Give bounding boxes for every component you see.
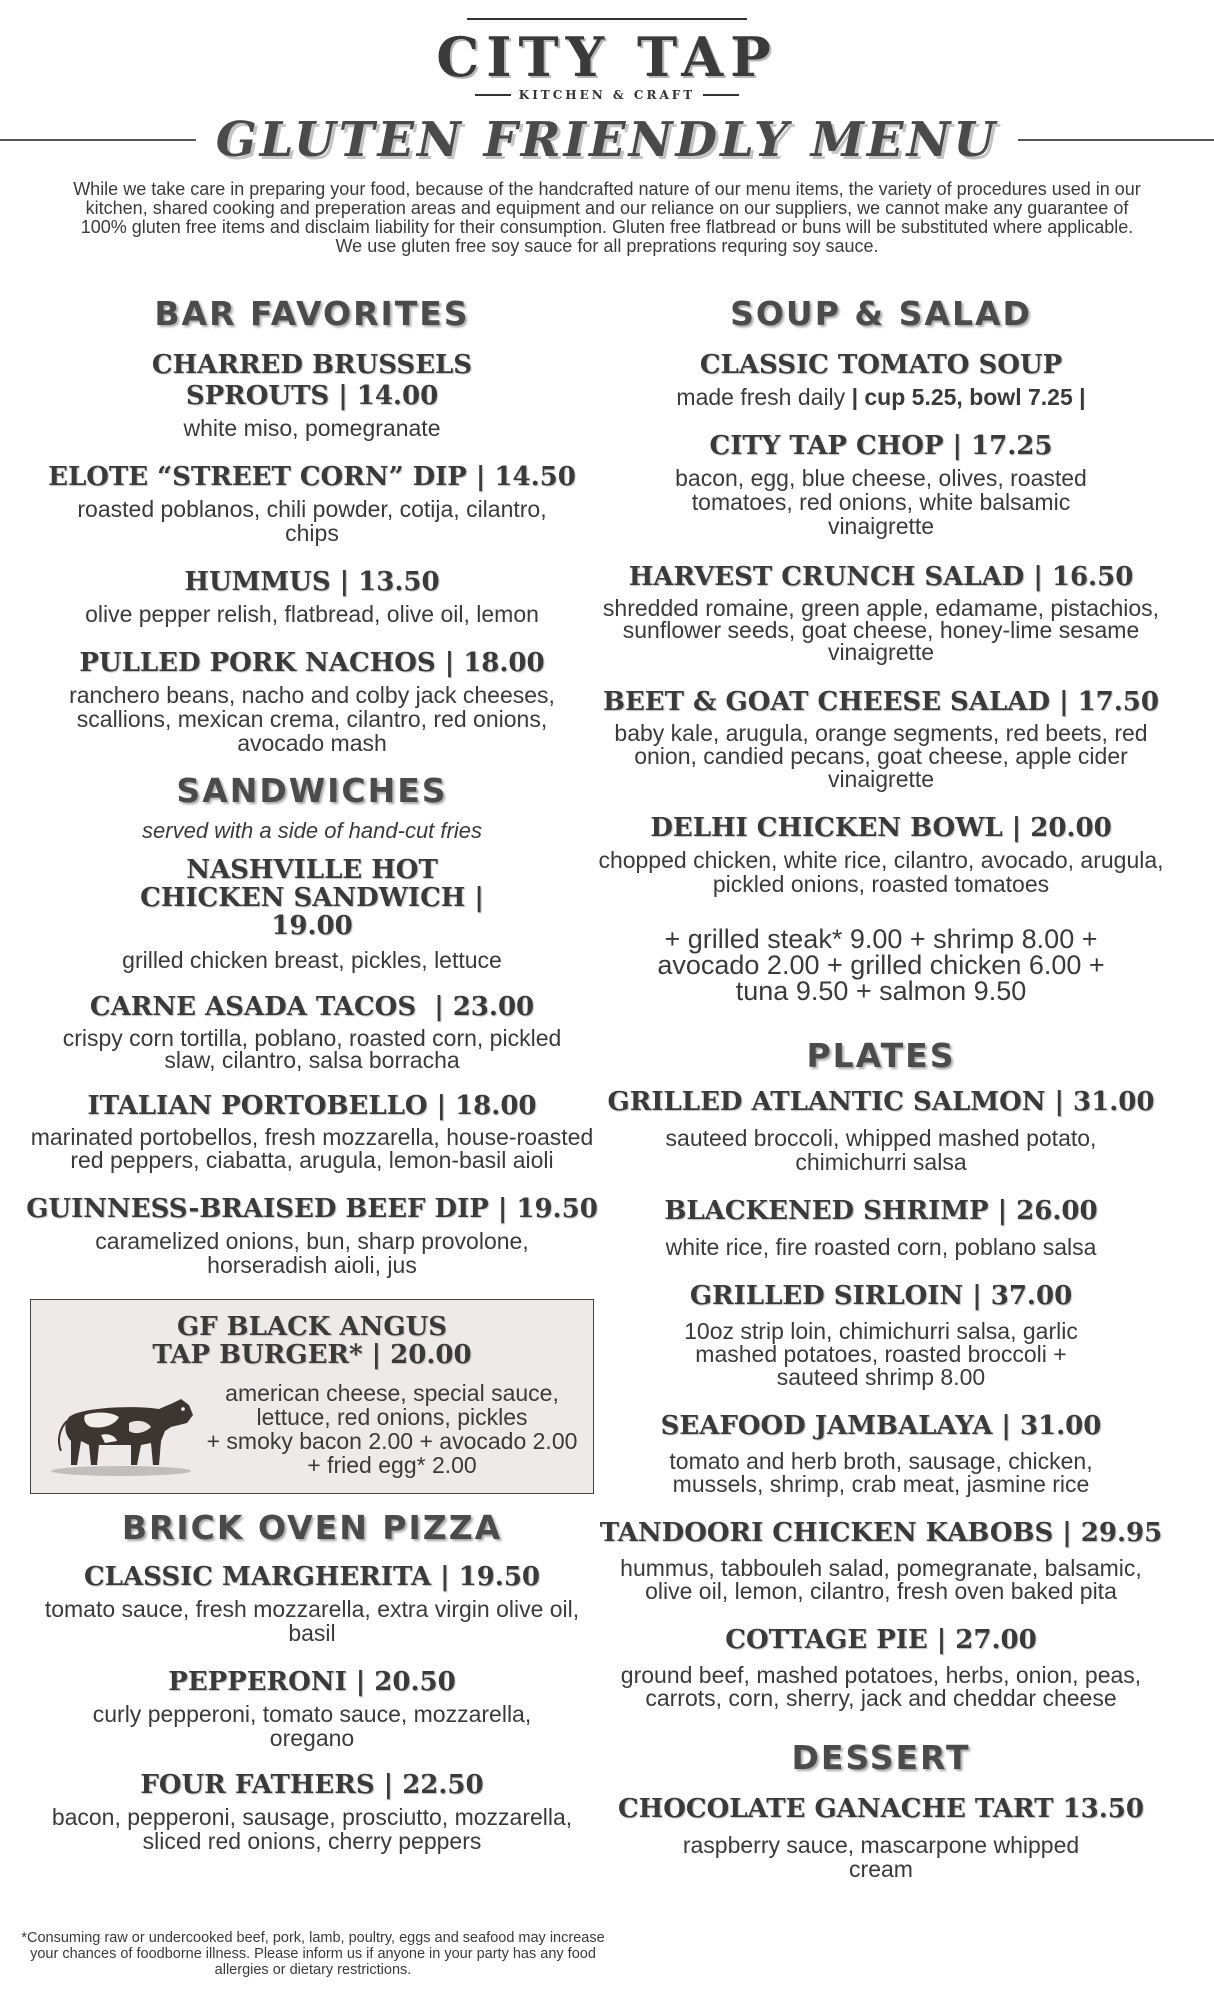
brand-name: CITY TAP — [436, 25, 778, 89]
menu-item — [566, 350, 1196, 409]
menu-item — [566, 1281, 1196, 1389]
featured-burger-body — [41, 1379, 583, 1479]
menu-item — [566, 1794, 1196, 1881]
menu-item-desc: bacon, pepperoni, sausage, prosciutto, mozzarella, sliced red onions, cherry peppers — [51, 1803, 573, 1854]
tagline-rule-left — [475, 94, 511, 96]
menu-item — [22, 567, 602, 626]
featured-burger-box — [30, 1299, 594, 1494]
menu-item-desc: bacon, egg, blue cheese, olives, roasted tomatoes, red onions, white balsamic vinaigrette — [675, 465, 1087, 540]
gluten-disclaimer: While we take care in preparing your food, because of the handcrafted nature of our menu items, the variety of procedures used in our kitchen, shared cooking and preperation areas and equipment and our reliance on our suppliers, we cannot make any guarantee of 100% gluten free items and disclaim liability for their consumption. Gluten free flatbread or buns will be substituted where applicable. We use gluten free soy sauce for all preprations requring soy sauce. — [73, 179, 1141, 256]
menu-item — [22, 1091, 602, 1172]
menu-item — [566, 813, 1196, 896]
menu-item-name: BEET & GOAT CHEESE SALAD | 17.50 — [602, 687, 1159, 718]
menu-item-price: | cup 5.25, bowl 7.25 | — [851, 384, 1086, 411]
menu-item-name: ELOTE “STREET CORN” DIP | 14.50 — [48, 462, 576, 493]
menu-item-name: BLACKENED SHRIMP | 26.00 — [664, 1195, 1098, 1226]
menu-item — [566, 1625, 1196, 1710]
section-heading-plates: PLATES — [806, 1036, 956, 1076]
title-rule-left — [0, 139, 196, 141]
menu-item-desc: tomato and herb broth, sausage, chicken, mussels, shrimp, crab meat, jasmine rice — [669, 1447, 1093, 1497]
menu-item-name: CLASSIC MARGHERITA | 19.50 — [83, 1561, 541, 1592]
menu-item-name: GRILLED ATLANTIC SALMON | 31.00 — [607, 1086, 1155, 1117]
menu-item-name: DELHI CHICKEN BOWL | 20.00 — [650, 813, 1112, 844]
section-heading-dessert: DESSERT — [791, 1737, 971, 1777]
tagline-rule-right — [703, 94, 739, 96]
menu-item-name: CHARRED BRUSSELS SPROUTS | 14.00 — [151, 350, 473, 412]
menu-item-desc: olive pepper relish, flatbread, olive oil, lemon — [85, 601, 539, 628]
section-heading-pizza: BRICK OVEN PIZZA — [121, 1507, 503, 1547]
menu-title-row — [0, 112, 1214, 168]
menu-item-name: CITY TAP CHOP | 17.25 — [709, 431, 1053, 462]
menu-item-desc: chopped chicken, white rice, cilantro, avocado, arugula, pickled onions, roasted tomatoes — [598, 847, 1164, 898]
menu-item — [22, 856, 602, 972]
menu-item-name: HUMMUS | 13.50 — [184, 567, 440, 598]
menu-item-desc — [566, 385, 1196, 409]
menu-item-name: CLASSIC TOMATO SOUP — [699, 350, 1063, 381]
menu-item-name: GRILLED SIRLOIN | 37.00 — [689, 1280, 1073, 1311]
menu-item-name: HARVEST CRUNCH SALAD | 16.50 — [628, 562, 1134, 593]
featured-burger-addons: + smoky bacon 2.00 + avocado 2.00 + fried egg* 2.00 — [206, 1427, 578, 1478]
menu-item — [22, 350, 602, 440]
featured-burger-name-line2: TAP BURGER* | 20.00 — [152, 1339, 472, 1370]
menu-item-name: TANDOORI CHICKEN KABOBS | 29.95 — [599, 1517, 1163, 1548]
menu-item — [22, 462, 602, 545]
featured-burger-desc-wrap — [201, 1381, 583, 1477]
menu-item-desc: 10oz strip loin, chimichurri salsa, garlic mashed potatoes, roasted broccoli + sauteed shrimp 8.00 — [684, 1317, 1078, 1390]
menu-item-name: ITALIAN PORTOBELLO | 18.00 — [87, 1090, 537, 1121]
menu-item — [22, 992, 602, 1071]
menu-item-desc: ranchero beans, nacho and colby jack cheeses, scallions, mexican crema, cilantro, red onions, avocado mash — [69, 682, 555, 757]
menu-item-name: CHOCOLATE GANACHE TART 13.50 — [617, 1793, 1144, 1824]
menu-item-desc: caramelized onions, bun, sharp provolone, horseradish aioli, jus — [95, 1227, 529, 1278]
menu-item-desc: roasted poblanos, chili powder, cotija, cilantro, chips — [77, 496, 547, 547]
menu-item — [566, 1087, 1196, 1174]
featured-burger-desc: american cheese, special sauce, lettuce, red onions, pickles — [225, 1379, 559, 1430]
menu-item-desc: baby kale, arugula, orange segments, red beets, red onion, candied pecans, goat cheese, apple cider vinaigrette — [614, 720, 1148, 793]
menu-item-desc: shredded romaine, green apple, edamame, pistachios, sunflower seeds, goat cheese, honey-lime sesame vinaigrette — [602, 595, 1160, 666]
salad-addons: + grilled steak* 9.00 + shrimp 8.00 + avocado 2.00 + grilled chicken 6.00 + tuna 9.50 + salmon 9.50 — [657, 924, 1105, 1007]
section-heading-bar-favorites: BAR FAVORITES — [154, 294, 470, 333]
food-safety-footnote: *Consuming raw or undercooked beef, pork, lamb, poultry, eggs and seafood may increase your chances of foodborne illness. Please inform us if anyone in your party has any food allergies or dietary restrictions. — [21, 1930, 605, 1978]
menu-item-desc: grilled chicken breast, pickles, lettuce — [122, 946, 502, 973]
logo — [0, 18, 1214, 102]
menu-item-desc: curly pepperoni, tomato sauce, mozzarella, oregano — [92, 1700, 532, 1751]
tagline: KITCHEN & CRAFT — [518, 88, 696, 102]
menu-item — [22, 1770, 602, 1853]
menu-item-desc: marinated portobellos, fresh mozzarella, house-roasted red peppers, ciabatta, arugula, lemon-basil aioli — [30, 1123, 594, 1173]
menu-item — [566, 1411, 1196, 1496]
menu-item — [22, 648, 602, 755]
menu-item-name: PEPPERONI | 20.50 — [168, 1666, 456, 1697]
tagline-row — [0, 88, 1214, 102]
menu-item — [22, 1194, 602, 1277]
menu-item-desc: white rice, fire roasted corn, poblano salsa — [665, 1233, 1097, 1260]
menu-item — [566, 1196, 1196, 1259]
menu-item-desc: white miso, pomegranate — [183, 415, 441, 442]
menu-item — [566, 562, 1196, 666]
featured-burger-name-line1: GF BLACK ANGUS — [176, 1311, 448, 1342]
menu-item — [566, 687, 1196, 791]
menu-item-desc-text: made fresh daily — [676, 384, 852, 411]
title-rule-right — [1018, 139, 1214, 141]
logo-top-rule — [467, 18, 747, 20]
menu-item-name: FOUR FATHERS | 22.50 — [140, 1769, 484, 1800]
menu-item-name: PULLED PORK NACHOS | 18.00 — [79, 648, 545, 679]
menu-item-desc: tomato sauce, fresh mozzarella, extra virgin olive oil, basil — [44, 1595, 580, 1646]
menu-item — [566, 1518, 1196, 1603]
right-column — [566, 296, 1196, 1881]
menu-item-name: NASHVILLE HOT CHICKEN SANDWICH | 19.00 — [140, 854, 484, 941]
menu-item-desc: raspberry sauce, mascarpone whipped cream — [682, 1831, 1080, 1882]
section-heading-soup-salad: SOUP & SALAD — [730, 294, 1032, 333]
menu-item-name: COTTAGE PIE | 27.00 — [725, 1624, 1037, 1655]
menu-item — [22, 1667, 602, 1750]
menu-item-desc: ground beef, mashed potatoes, herbs, onion, peas, carrots, corn, sherry, jack and cheddar cheese — [620, 1661, 1142, 1711]
section-note: served with a side of hand-cut fries — [142, 817, 482, 843]
menu-item — [566, 431, 1196, 538]
menu-item-name: SEAFOOD JAMBALAYA | 31.00 — [660, 1410, 1102, 1441]
menu-item-name: CARNE ASADA TACOS | 23.00 — [89, 991, 535, 1022]
menu-item-desc: sauteed broccoli, whipped mashed potato, chimichurri salsa — [665, 1124, 1097, 1175]
menu-item-desc: crispy corn tortilla, poblano, roasted corn, pickled slaw, cilantro, salsa borracha — [62, 1024, 562, 1073]
menu-title: GLUTEN FRIENDLY MENU — [215, 112, 999, 168]
cow-illustration-icon — [41, 1379, 201, 1479]
menu-item — [22, 1562, 602, 1645]
left-column — [22, 296, 602, 1853]
section-heading-sandwiches: SANDWICHES — [176, 771, 448, 811]
menu-item-desc: hummus, tabbouleh salad, pomegranate, balsamic, olive oil, lemon, cilantro, fresh oven baked pita — [620, 1554, 1142, 1604]
menu-item-name: GUINNESS-BRAISED BEEF DIP | 19.50 — [26, 1193, 598, 1224]
